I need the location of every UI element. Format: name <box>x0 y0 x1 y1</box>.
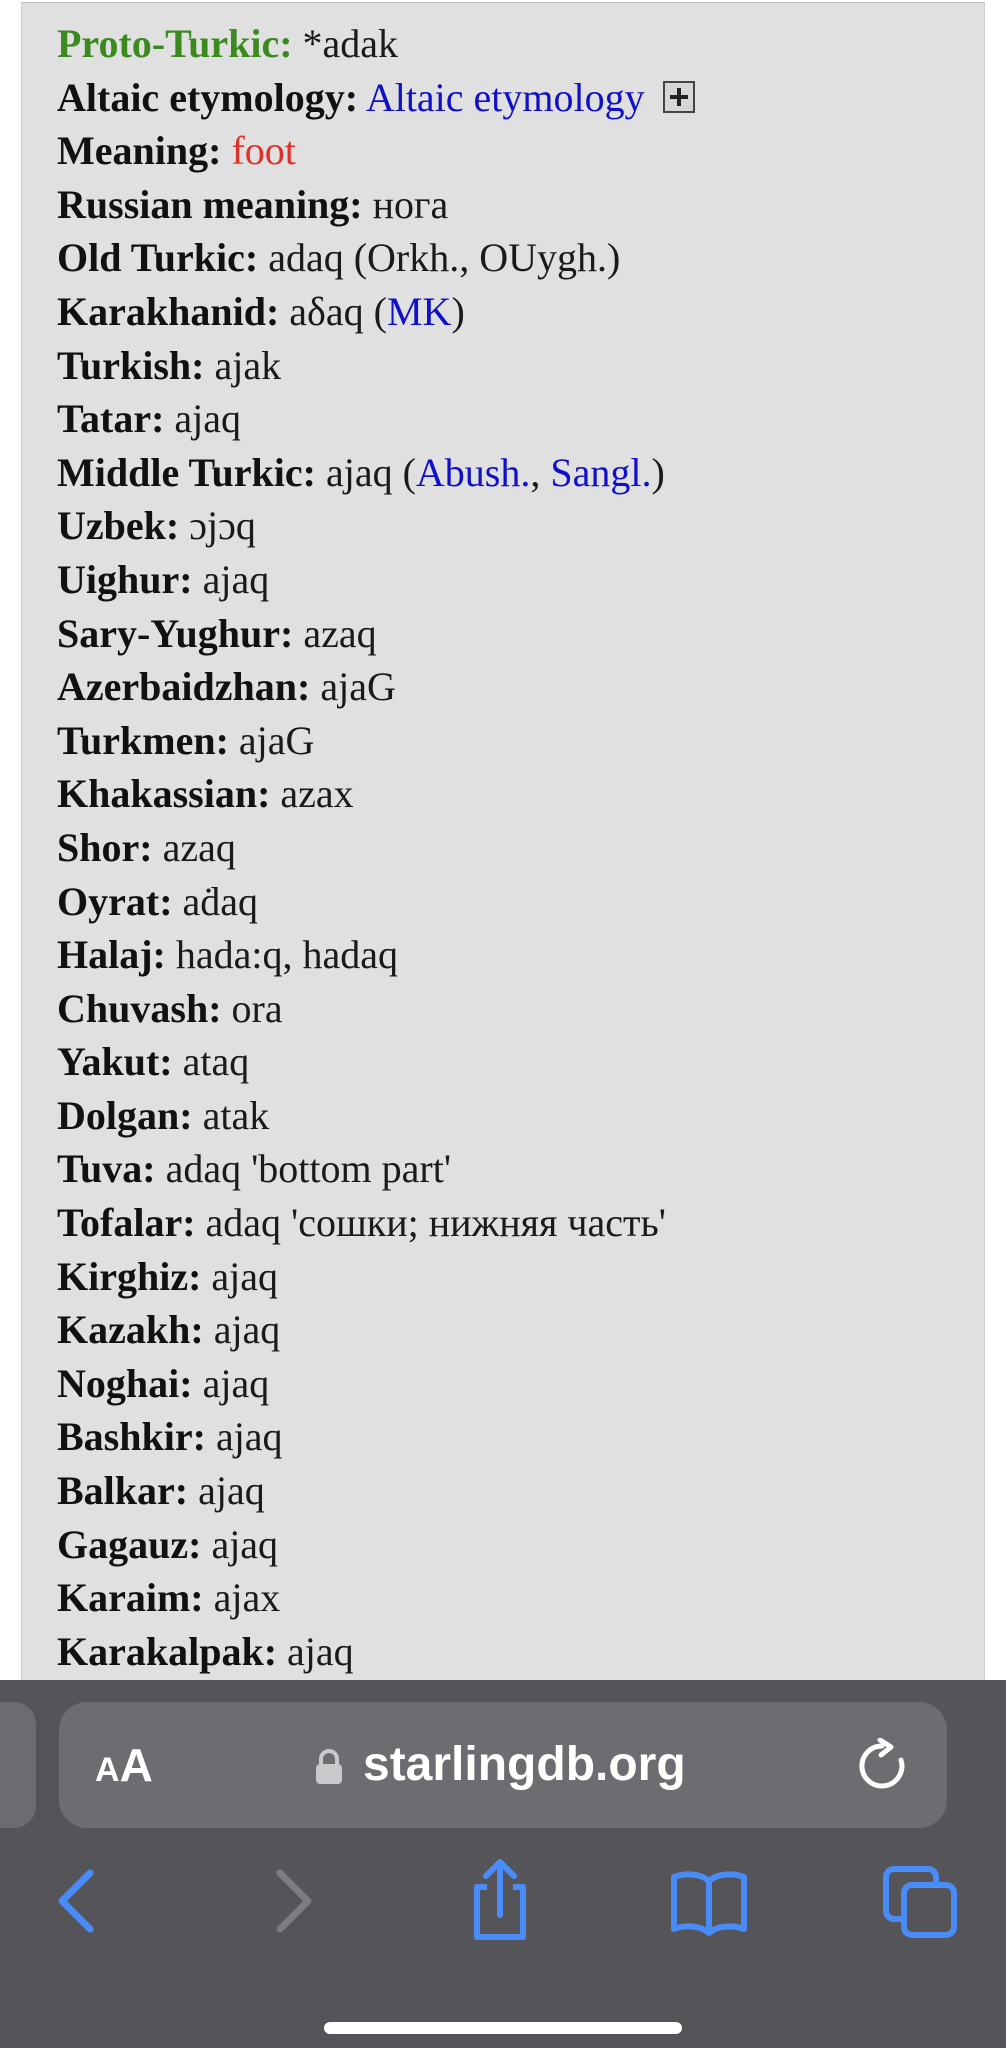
entry-value: ajaq <box>203 1307 281 1353</box>
entry-value: ajaq <box>192 1360 270 1406</box>
forward-chevron-icon[interactable] <box>248 1855 338 1945</box>
entry-value: aδaq ( <box>279 288 387 334</box>
entry-label: Tuva: <box>57 1146 156 1192</box>
entry-label: Old Turkic: <box>57 235 259 281</box>
entry-value: ajaq <box>205 1414 283 1460</box>
entry-value: ajaq <box>188 1468 265 1514</box>
entry-label: Tofalar: <box>57 1200 196 1246</box>
entry-row <box>57 928 997 982</box>
entry-label: Karakhanid: <box>57 288 280 334</box>
entry-value: ɔjɔq <box>179 503 256 549</box>
entry-label: Karaim: <box>57 1575 204 1621</box>
entry-label: Balkar: <box>57 1468 189 1514</box>
share-icon[interactable] <box>455 1855 545 1945</box>
entry-row <box>57 1625 997 1679</box>
entry-value: adaq 'bottom part' <box>155 1146 452 1192</box>
entry-label: Chuvash: <box>57 985 222 1031</box>
entry-row <box>57 285 997 339</box>
entry-value: ) <box>651 449 665 495</box>
entry-row <box>57 875 997 929</box>
entry-row <box>57 1035 997 1089</box>
entry-row <box>57 71 997 125</box>
entry-label: Turkmen: <box>57 717 229 763</box>
entry-row <box>57 1196 997 1250</box>
entry-label: Oyrat: <box>57 878 173 924</box>
home-indicator[interactable] <box>324 2022 682 2034</box>
entry-value: azaq <box>152 824 236 870</box>
entry-label: Uighur: <box>57 556 193 602</box>
altaic-etymology-link[interactable]: Altaic etymology <box>365 74 645 120</box>
back-chevron-icon[interactable] <box>32 1855 122 1945</box>
text-size-button[interactable] <box>95 1740 153 1795</box>
entry-row <box>57 1518 997 1572</box>
plus-box-icon[interactable] <box>663 81 695 113</box>
entry-label: Tatar: <box>57 396 165 442</box>
entry-row <box>57 1410 997 1464</box>
entry-label: Dolgan: <box>57 1092 193 1138</box>
entry-label: Kirghiz: <box>57 1253 202 1299</box>
entry-label: Altaic etymology: <box>57 74 359 120</box>
entry-row <box>57 553 997 607</box>
entry-label: Bashkir: <box>57 1414 206 1460</box>
entry-row <box>57 982 997 1036</box>
entry-label: Uzbek: <box>57 503 180 549</box>
entry-value: adaq (Orkh., OUygh.) <box>258 235 621 281</box>
entry-value: adaq 'сошки; нижняя часть' <box>195 1200 666 1246</box>
entry-row <box>57 124 997 178</box>
entry-value: ajaq <box>201 1521 279 1567</box>
separator: , <box>530 449 551 495</box>
source-link[interactable]: Sangl. <box>550 449 652 495</box>
entry-row <box>57 1250 997 1304</box>
entry-label: Meaning: <box>57 128 222 174</box>
text-size-large-a: A <box>119 1739 153 1791</box>
entry-row <box>57 17 997 71</box>
entry-label: Noghai: <box>57 1360 193 1406</box>
entry-value: ajaq <box>192 556 270 602</box>
entry-label: Kazakh: <box>57 1307 204 1353</box>
entry-value: azaq <box>293 610 377 656</box>
entry-row <box>57 1142 997 1196</box>
url-domain[interactable]: starlingdb.org <box>363 1738 686 1791</box>
entry-row <box>57 339 997 393</box>
etymology-entries <box>57 17 997 1678</box>
entry-value: ajaq <box>164 396 242 442</box>
text-size-small-a: A <box>95 1751 120 1789</box>
entry-row <box>57 660 997 714</box>
safari-bottom-toolbar <box>0 1680 1006 2048</box>
entry-value: azax <box>270 771 354 817</box>
entry-value: hada:q, hadaq <box>165 932 399 978</box>
reload-icon[interactable] <box>854 1738 910 1794</box>
entry-row <box>57 714 997 768</box>
entry-label: Halaj: <box>57 932 166 978</box>
entry-row <box>57 1357 997 1411</box>
entry-value: нога <box>362 181 449 227</box>
tabs-icon[interactable] <box>876 1855 966 1945</box>
entry-label: Shor: <box>57 824 153 870</box>
entry-label: Yakut: <box>57 1039 173 1085</box>
source-link[interactable]: Abush. <box>415 449 531 495</box>
entry-label: Khakassian: <box>57 771 271 817</box>
entry-row <box>57 1571 997 1625</box>
entry-value: ajaG <box>310 664 396 710</box>
entry-row <box>57 767 997 821</box>
source-link[interactable]: MK <box>386 288 452 334</box>
entry-label: Karakalpak: <box>57 1628 278 1674</box>
address-bar[interactable] <box>59 1702 947 1828</box>
entry-row <box>57 178 997 232</box>
entry-label: Sary-Yughur: <box>57 610 294 656</box>
entry-value: *adak <box>292 21 399 66</box>
entry-value: ataq <box>172 1039 250 1085</box>
entry-row <box>57 607 997 661</box>
lock-icon <box>314 1749 344 1785</box>
entry-label: Russian meaning: <box>57 181 363 227</box>
entry-label: Middle Turkic: <box>57 449 316 495</box>
entry-value: ajaG <box>228 717 315 763</box>
entry-row <box>57 1464 997 1518</box>
meaning-value: foot <box>231 128 296 174</box>
entry-row <box>57 1303 997 1357</box>
entry-value: ajaq <box>201 1253 279 1299</box>
entry-value: ora <box>221 985 283 1031</box>
entry-label: Proto-Turkic: <box>57 21 293 66</box>
entry-row <box>57 499 997 553</box>
etymology-panel <box>21 2 985 1680</box>
entry-row <box>57 1089 997 1143</box>
entry-label: Turkish: <box>57 342 205 388</box>
entry-label: Gagauz: <box>57 1521 202 1567</box>
entry-value: aḋaq <box>172 878 259 924</box>
entry-value: ajaq ( <box>315 449 416 495</box>
bookmarks-book-icon[interactable] <box>664 1855 754 1945</box>
entry-value: ajak <box>204 342 282 388</box>
entry-row <box>57 392 997 446</box>
entry-value: ajaq <box>277 1628 354 1674</box>
entry-row <box>57 231 997 285</box>
entry-value: ajax <box>203 1575 281 1621</box>
entry-value: atak <box>192 1092 270 1138</box>
entry-row <box>57 821 997 875</box>
entry-row <box>57 446 997 500</box>
entry-value: ) <box>451 288 465 334</box>
previous-tab-preview[interactable] <box>0 1702 36 1828</box>
entry-label: Azerbaidzhan: <box>57 664 311 710</box>
